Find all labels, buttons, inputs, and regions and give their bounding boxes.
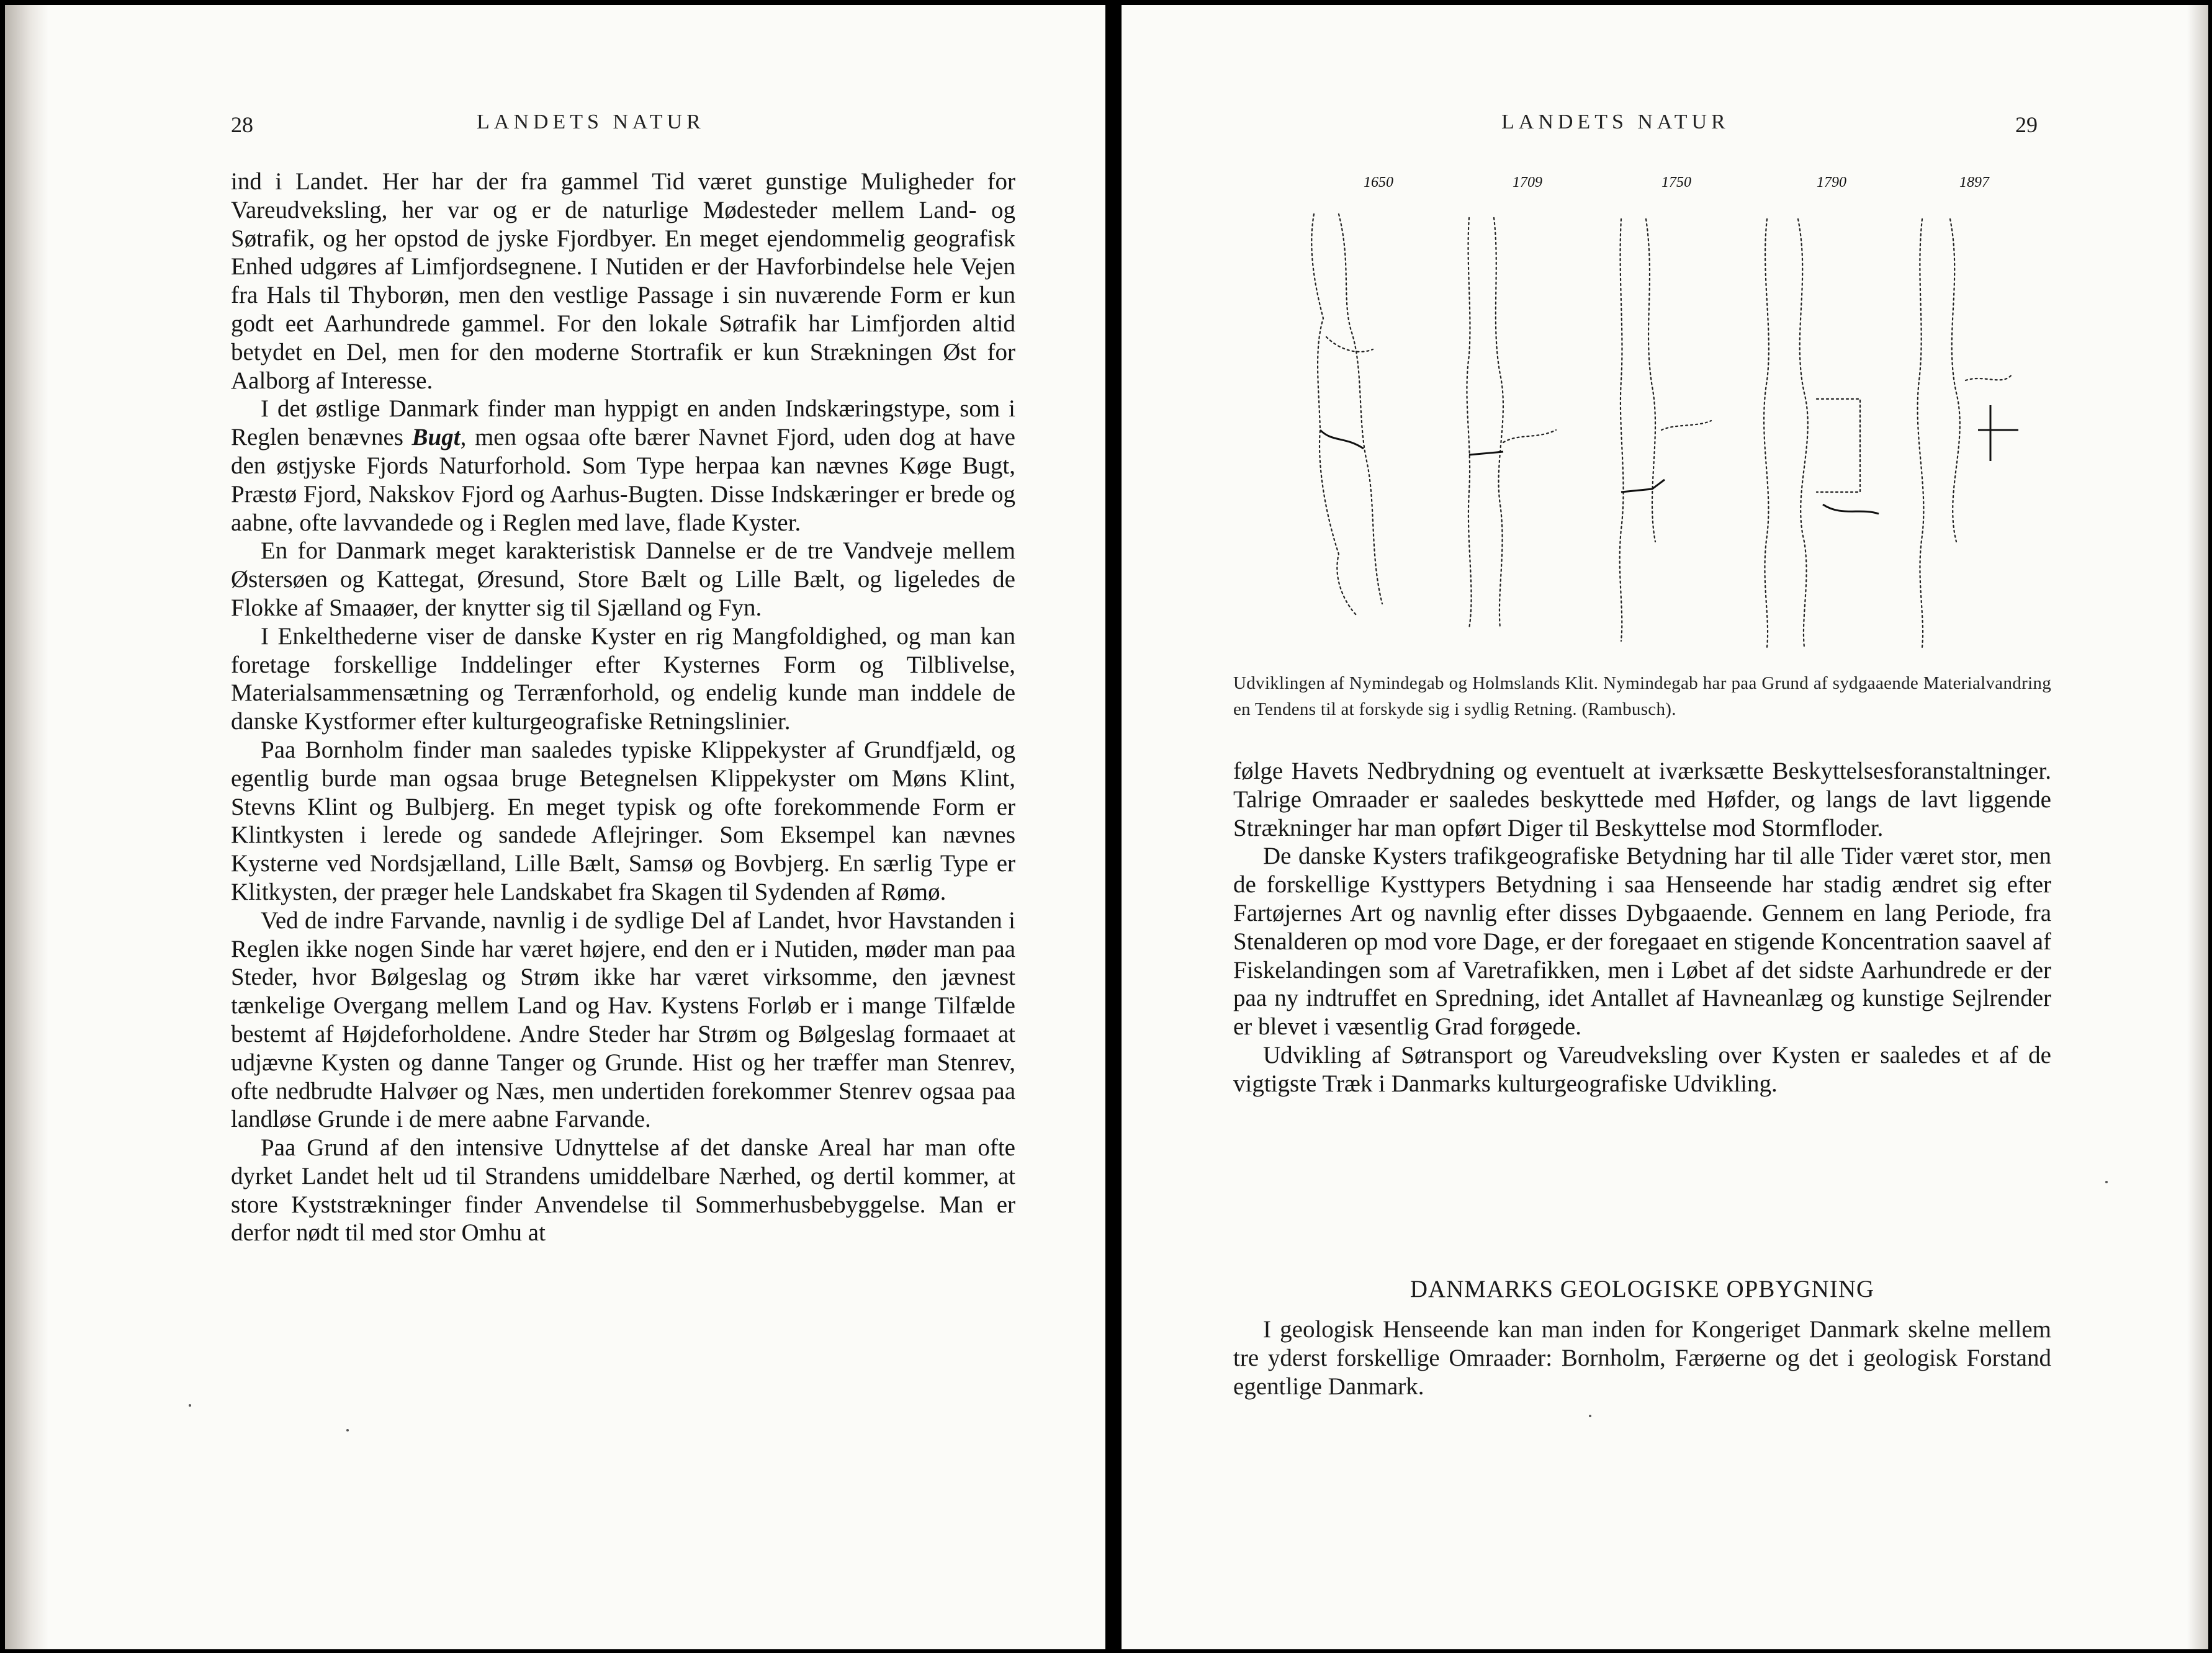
speck (346, 1429, 349, 1431)
right-page (1122, 5, 2208, 1649)
running-head: LANDETS NATUR (477, 110, 705, 133)
section-body (1233, 1315, 2051, 1400)
coastline-evolution-figure (1264, 169, 2028, 653)
running-head: LANDETS NATUR (1501, 110, 1730, 133)
paragraph: ind i Landet. Her har der fra gammel Tid været gunstige Muligheder for Vareudveksling, her var og er de naturlige Mødesteder mellem Land- og Søtrafik, og her opstod de jyske Fjordbyer. En meget ejendommelig geografisk Enhed udgøres af Limfjordsegnene. I Nutiden er der Havforbindelse hele Vejen fra Hals til Thyborøn, men den vestlige Passage i sin nuværende Form er kun godt eet Aarhundrede gammel. For den lokale Søtrafik har Limfjorden altid betydet en Del, men for den moderne Stortrafik er kun Strækningen Øst for Aalborg af Interesse. (231, 168, 1015, 394)
paragraph: følge Havets Nedbrydning og eventuelt at iværksætte Beskyttelsesforanstaltninger. Talrige Omraader er saaledes beskyttede med Høfder, og langs de lavt liggende Strækninger har man opført Diger til Beskyttelse mod Stormfloder. (1233, 758, 2051, 841)
body-text (1233, 757, 2051, 1098)
paragraph: Paa Grund af den intensive Udnyttelse af det danske Areal har man ofte dyrket Landet helt ud til Strandens umiddelbare Nærhed, og dertil kommer, at store Kyststrækninger finder Anvendelse til Sommerhusbebyggelse. Man er derfor nødt til med stor Omhu at (231, 1134, 1015, 1247)
speck (1589, 1415, 1591, 1417)
year-label: 1897 (1959, 174, 1989, 190)
year-label: 1790 (1817, 174, 1846, 190)
paragraph: En for Danmark meget karakteristisk Dannelse er de tre Vandveje mellem Østersøen og Kattegat, Øresund, Store Bælt og Lille Bælt, og ligeledes de Flokke af Smaaøer, der knytter sig til Sjælland og Fyn. (231, 537, 1015, 621)
speck (2105, 1181, 2108, 1183)
page-number: 28 (231, 112, 253, 137)
paragraph: De danske Kysters trafikgeografiske Betydning har til alle Tider været stor, men de forskellige Kysttypers Betydning i saa Henseende har stadig ændret sig efter Fartøjernes Art og navnlig efter disses Dybgaaende. Gennem en lang Periode, fra Stenalderen op mod vore Dage, er der foregaaet en stigende Koncentration saavel af Fiskelandingen som af Varetrafikken, men i Løbet af det sidste Aarhundrede er der paa ny indtruffet en Spredning, idet Antallet af Havneanlæg og kunstige Sejlrender er blevet i væsentlig Grad forøgede. (1233, 843, 2051, 1041)
page-edge-shadow (5, 5, 48, 1649)
year-label: 1650 (1364, 174, 1393, 190)
paragraph: I det østlige Danmark finder man hyppigt en anden Indskæringstype, som i Reglen benævnes Bugt, men ogsaa ofte bærer Navnet Fjord, uden dog at have den østjyske Fjords Naturforhold. Som Type herpaa kan nævnes Køge Bugt, Præstø Fjord, Nakskov Fjord og Aarhus-Bugten. Disse Indskæringer er brede og aabne, ofte lavvandede og i Reglen med lave, flade Kyster. (231, 395, 1015, 536)
emphasis: Bugt (411, 424, 461, 451)
page-edge-shadow (2187, 5, 2208, 1649)
paragraph: Udvikling af Søtransport og Vareudveksling over Kysten er saaledes et af de vigtigste Træk i Danmarks kulturgeografiske Udvikling. (1233, 1041, 2051, 1097)
body-text (231, 168, 1015, 1247)
paragraph: I geologisk Henseende kan man inden for Kongeriget Danmark skelne mellem tre yderst forskellige Omraader: Bornholm, Færøerne og det i geologisk Forstand egentlige Danmark. (1233, 1316, 2051, 1400)
speck (189, 1404, 191, 1407)
year-label: 1709 (1513, 174, 1542, 190)
page-number: 29 (2015, 112, 2038, 137)
section-heading: DANMARKS GEOLOGISKE OPBYGNING (1409, 1276, 1875, 1302)
year-label: 1750 (1661, 174, 1691, 190)
paragraph: Ved de indre Farvande, navnlig i de sydlige Del af Landet, hvor Havstanden i Reglen ikke nogen Sinde har været højere, end den er i Nutiden, møder man paa Steder, hvor Bølgeslag og Strøm ikke har været virksomme, den jævnest tænkelige Overgang mellem Land og Hav. Kystens Forløb er i mange Tilfælde bestemt af Højdeforholdene. Andre Steder har Strøm og Bølgeslag formaaet at udjævne Kysten og danne Tanger og Grunde. Hist og her træffer man Stenrev, ofte nedbrudte Halvøer og Næs, men undertiden forekommer Stenrev ogsaa paa landløse Grunde i de mere aabne Farvande. (231, 907, 1015, 1133)
paragraph: I Enkelthederne viser de danske Kyster en rig Mangfoldighed, og man kan foretage forskellige Inddelinger efter Kysternes Form og Tilblivelse, Materialsammensætning og Terrænforhold, og endelig kunde man inddele de danske Kystformer efter kulturgeografiske Retningslinier. (231, 622, 1015, 735)
paragraph: Paa Bornholm finder man saaledes typiske Klippekyster af Grundfjæld, og egentlig burde man ogsaa bruge Betegnelsen Klippekyster om Møns Klint, Stevns Klint og Bulbjerg. En meget typisk og ofte forekommende Form er Klintkysten i lerede og sandede Aflejringer. Som Eksempel kan nævnes Kysterne ved Nordsjælland, Lille Bælt, Samsø og Bovbjerg. En særlig Type er Klitkysten, der præger hele Landskabet fra Skagen til Sydenden af Rømø. (231, 736, 1015, 905)
figure-caption: Udviklingen af Nymindegab og Holmslands Klit. Nymindegab har paa Grund af sydgaaende Materialvandring en Tendens til at forskyde sig i sydlig Retning. (Rambusch). (1233, 673, 2051, 719)
left-page (5, 5, 1105, 1649)
